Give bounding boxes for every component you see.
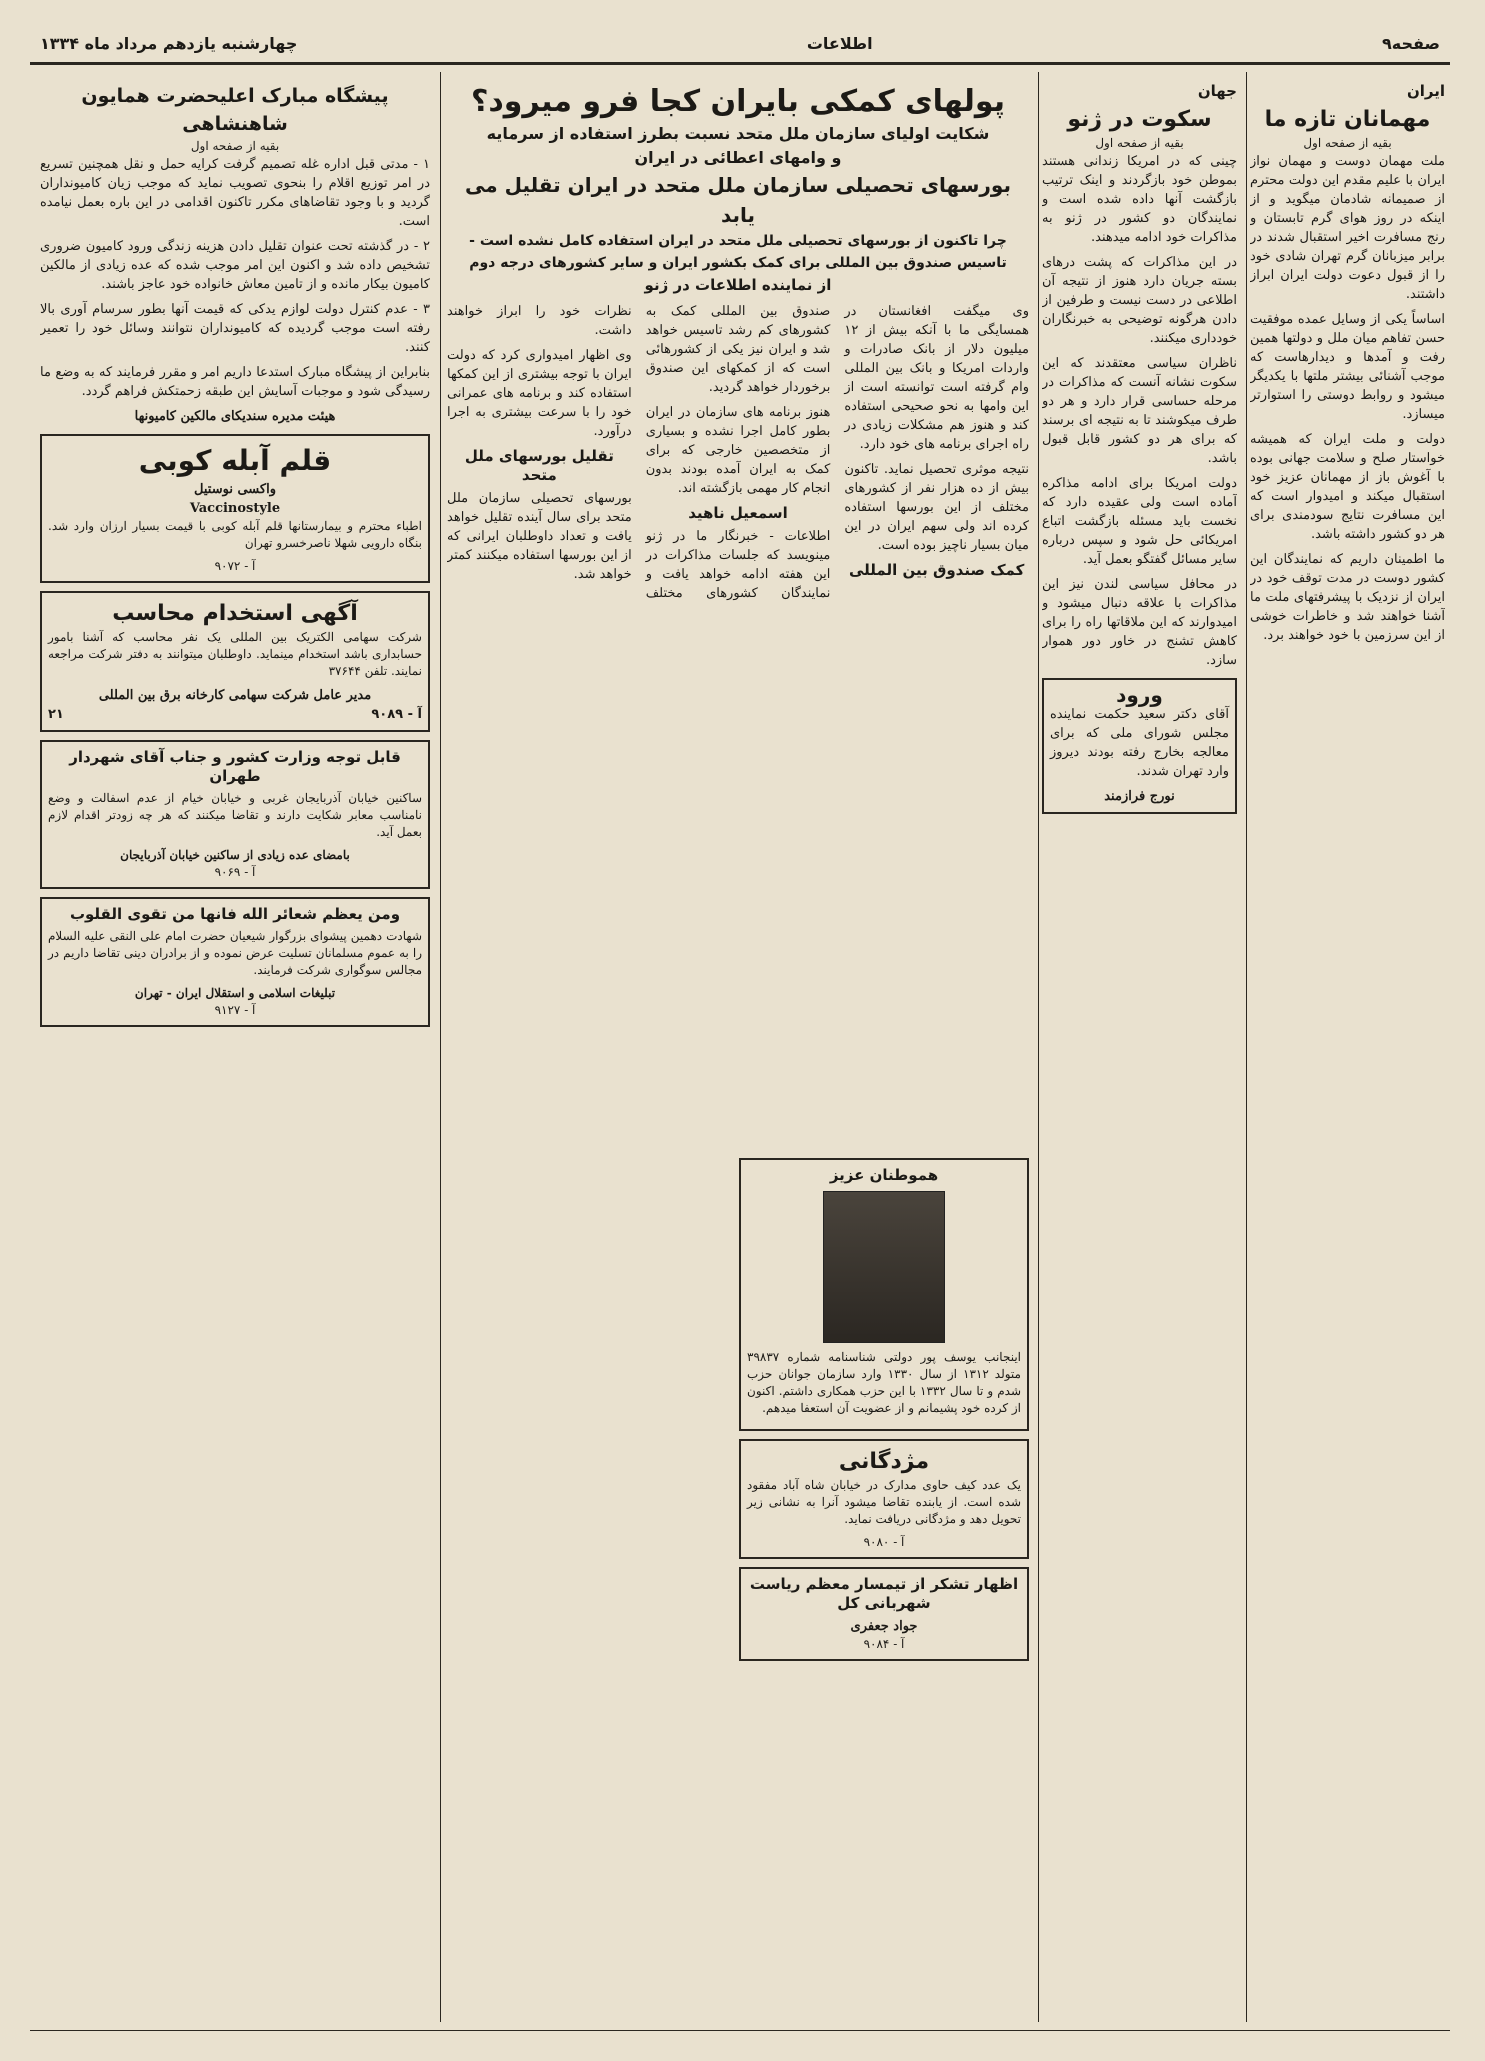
ad-code: آ - ۹۰۷۲ <box>214 559 256 573</box>
paragraph: ملت مهمان دوست و مهمان نواز ایران با علیم مقدم این دولت محترم از صمیمانه شادمان میگوید و از اینکه در روز هوای گرم تابستان و رنج مسافرت اخیر استقبال شدند در برابر میزبانان گرم تهران شادی خود را از قبول دعوت دولت ایران ابراز داشتند. <box>1250 154 1445 302</box>
subheadline: و وامهای اعطائی در ایران <box>634 148 842 167</box>
ad-text: شهادت دهمین پیشوای بزرگوار شیعیان حضرت امام علی النقی علیه السلام را به عموم مسلمانان تسلیت عرض نموده و از برادران دینی تقاضا داریم در مجالس سوگواری شرکت فرمایند. <box>48 929 423 977</box>
signature: جواد جعفری <box>850 1619 918 1634</box>
religious-ad <box>40 897 430 1027</box>
issue-date: چهارشنبه یازدهم مرداد ماه ۱۳۳۴ <box>40 33 298 53</box>
ad-signature: تبلیغات اسلامی و استقلال ایران - تهران <box>134 986 336 1000</box>
main-headline: پولهای کمکی بایران کجا فرو میرود؟ <box>470 84 1006 119</box>
ad-title: قلم آبله کوبی <box>138 444 332 477</box>
column-world <box>1042 82 1237 2022</box>
ad-subtitle: واکسی نوستیل <box>194 482 276 497</box>
reward-box <box>739 1439 1029 1559</box>
paragraph: وی میگفت افغانستان در همسایگی ما با آنکه بیش از ۱۲ میلیون دلار از بانک صادرات و واردات امریکا و بانک بین المللی وام گرفته است توانسته است از این وامها به نحو صحیحی استفاده کند و هنوز هم مشکلات زیادی در راه اجرای برنامه های خود دارد. <box>844 304 1029 452</box>
ad-code: آ - ۹۰۸۰ <box>863 1535 905 1549</box>
intro-text: چرا تاکنون از بورسهای تحصیلی ملل متحد در ایران استفاده کامل نشده است - تاسیس صندوق بین المللی برای کمک بکشور ایران و سایر کشورهای درجه دوم <box>469 233 1007 271</box>
continued-label: بقیه از صفحه اول <box>1303 136 1392 150</box>
ad-text: اینجانب یوسف پور دولتی شناسنامه شماره ۳۹۸۳۷ متولد ۱۳۱۲ از سال ۱۳۳۰ وارد سازمان جوانان حزب شدم و تا سال ۱۳۳۲ با این حزب همکاری داشتم. اکنون از کرده خود پشیمانم و از عضویت آن استعفا میدهم. <box>747 1350 1021 1415</box>
col-rule-2 <box>1038 72 1039 2022</box>
masthead <box>40 30 1440 56</box>
paragraph: بنابراین از پیشگاه مبارک استدعا داریم امر و مقرر فرمایند که به وضع ما رسیدگی شود و موجبات آسایش این طبقه زحمتکش فراهم گردد. <box>40 365 430 399</box>
paragraph: دولت امریکا برای ادامه مذاکره آماده است ولی عقیده دارد که نخست باید مسئله بازگشت اتباع امریکائی حل شود و سپس درباره سایر مسائل گفتگو بعمل آید. <box>1042 476 1237 567</box>
box-text: آقای دکتر سعید حکمت نماینده مجلس شورای ملی که برای معالجه بخارج رفته بودند دیروز وارد تهران شدند. <box>1050 707 1229 779</box>
continued-label: بقیه از صفحه اول <box>1095 136 1184 150</box>
paragraph: اطلاعات - خبرنگار ما در ژنو مینویسد که جلسات مذاکرات در این هفته ادامه خواهد یافت و نمایندگان کشورهای مختلف نظرات خود را ابراز خواهند داشت. <box>447 304 831 601</box>
section-label: جهان <box>1197 82 1237 100</box>
column-iran <box>1250 82 1445 2022</box>
paragraph: نتیجه موثری تحصیل نماید. تاکنون بیش از ده هزار نفر از کشورهای مختلف از این بورسها استفاده کرده اند ولی سهم ایران در این میان بسیار ناچیز بوده است. <box>844 462 1029 553</box>
byline: از نماینده اطلاعات در ژنو <box>644 276 832 294</box>
column-center <box>447 82 1029 1132</box>
ad-title: هموطنان عزیز <box>829 1166 939 1184</box>
subheadline: شکایت اولیای سازمان ملل متحد نسبت بطرز استفاده از سرمایه <box>486 124 990 143</box>
continued-label: بقیه از صفحه اول <box>190 139 280 153</box>
ad-title: مژدگانی <box>838 1449 930 1474</box>
paragraph: در این مذاکرات که پشت درهای بسته جریان دارد هنوز از نتیجه آن اطلاعی در دست نیست و طرفین از دادن هرگونه توضیحی به خبرنگاران خودداری میکنند. <box>1042 255 1237 346</box>
ad-title: آگهی استخدام محاسب <box>112 601 358 626</box>
ad-code: آ - ۹۰۸۹ <box>371 707 422 722</box>
ad-number: ۲۱ <box>48 707 64 722</box>
paragraph: وی اظهار امیدواری کرد که دولت ایران با توجه بیشتری از این کمکها استفاده کند و برنامه های عمرانی خود را با سرعت بیشتری به اجرا درآورد. <box>447 348 632 439</box>
subheadline: بورسهای تحصیلی سازمان ملل متحد در ایران تقلیل می یابد <box>465 173 1011 227</box>
top-rule <box>30 62 1450 65</box>
paragraph: بورسهای تحصیلی سازمان ملل متحد برای سال آینده تقلیل خواهد یافت و تعداد داوطلبان ایرانی که از این بورسها استفاده میکنند کمتر خواهد شد. <box>447 491 632 582</box>
statement-box <box>739 1158 1029 1431</box>
ad-title: ومن یعظم شعائر الله فانها من تقوی القلوب <box>69 905 401 923</box>
column-mid-lower <box>739 1150 1029 2020</box>
paragraph: هنوز برنامه های سازمان در ایران بطور کامل اجرا نشده و بسیاری از متخصصین خارجی که برای کمک به ایران آمده بودند بدون انجام کار مهمی بازگشته اند. <box>645 405 831 496</box>
paragraph: ۳ - عدم کنترل دولت لوازم یدکی که قیمت آنها بطور سرسام آوری بالا رفته است موجب گردیده که کامیونداران نتوانند وسائل خود را تعمیر کنند. <box>40 302 430 355</box>
ad-signature: مدیر عامل شرکت سهامی کارخانه برق بین المللی <box>98 688 372 703</box>
ad-brand: Vaccinostyle <box>189 501 281 516</box>
paragraph: چینی که در امریکا زندانی هستند بموطن خود بازگردند و اینک ترتیب بازگشت آنها داده شده است و نمایندگان دو کشور در ژنو به مذاکرات خود ادامه میدهند. <box>1042 154 1237 245</box>
ad-code: آ - ۹۰۸۴ <box>863 1637 905 1651</box>
thanks-box <box>739 1567 1029 1661</box>
article-title: سکوت در ژنو <box>1067 107 1212 132</box>
article-title: مهمانان تازه ما <box>1264 107 1431 132</box>
bottom-rule <box>30 2030 1450 2031</box>
paragraph: ۱ - مدتی قبل اداره غله تصمیم گرفت کرایه حمل و نقل همچنین تسریع در امر توزیع اقلام را بنحوی تصویب نماید که موجب زیان کامیونداران گردید و با وجود تقاضاهای مکرر تاکنون اقدامی در این باره بعمل نیامده است. <box>40 157 430 229</box>
box-title: اسمعیل ناهید <box>688 504 788 522</box>
paragraph: ما اطمینان داریم که نمایندگان این کشور دوست در مدت توقف خود در ایران از نزدیک با پیشرفتهای ملت ما آشنا خواهند شد و خاطرات خوشی از این سرزمین با خود خواهند برد. <box>1250 552 1445 643</box>
col-rule-3 <box>440 72 441 2022</box>
page-number: صفحه۹ <box>1382 33 1440 53</box>
ad-text: ساکنین خیابان آذربایجان غربی و خیابان خیام از عدم اسفالت و وضع نامناسب معابر شکایت دارند و تقاضا میکنند که هر چه زودتر اقدام لازم بعمل آید. <box>48 791 422 839</box>
portrait-photo <box>823 1191 945 1343</box>
municipal-ad <box>40 740 430 889</box>
section-label: ایران <box>1406 82 1445 100</box>
ad-code: آ - ۹۱۲۷ <box>214 1003 256 1017</box>
paragraph: دولت و ملت ایران که همیشه خواستار صلح و سلامت جهانی بوده با آغوش باز از مهمانان عزیز خود استقبال میکند و امیدوار است که این مسافرت نتایج سودمندی برای هر دو کشور داشته باشد. <box>1250 432 1445 542</box>
vaccine-ad <box>40 434 430 583</box>
ad-title: قابل توجه وزارت کشور و جناب آقای شهردار طهران <box>69 748 401 785</box>
ad-text: اطباء محترم و بیمارستانها قلم آبله کوبی با قیمت بسیار ارزان وارد شد. بنگاه دارویی شهلا ناصرخسرو تهران <box>48 519 422 550</box>
ad-title: اظهار تشکر از تیمسار معظم ریاست شهربانی کل <box>749 1575 1019 1612</box>
ad-text: یک عدد کیف حاوی مدارک در خیابان شاه آباد مفقود شده است. از یابنده تقاضا میشود آنرا به نشانی زیر تحویل دهد و مژدگانی دریافت نماید. <box>747 1478 1021 1526</box>
arrival-box <box>1042 678 1237 814</box>
ad-text: شرکت سهامی الکتریک بین المللی یک نفر محاسب که آشنا بامور حسابداری باشد استخدام مینماید. داوطلبان میتوانند به دفتر شرکت مراجعه نمایند. تلفن ۳۷۶۴۴ <box>48 630 422 678</box>
box-title: تقلیل بورسهای ملل متحد <box>464 447 614 484</box>
paragraph: ناظران سیاسی معتقدند که این سکوت نشانه آنست که مذاکرات در مرحله حساسی قرار دارد و هر دو طرف میکوشند تا به نتیجه ای برسند که برای هر دو کشور قابل قبول باشد. <box>1042 356 1237 466</box>
box-title: ورود <box>1116 683 1163 707</box>
paper-name: اطلاعات <box>806 33 873 53</box>
paragraph: در محافل سیاسی لندن نیز این مذاکرات با علاقه دنبال میشود و امیدوارند که این ملاقاتها راه را برای کاهش تشنج در خاور دور هموار سازد. <box>1042 577 1237 668</box>
box-title: کمک صندوق بین المللی <box>849 561 1025 579</box>
ad-code: آ - ۹۰۶۹ <box>214 865 256 879</box>
ad-signature: بامضای عده زیادی از ساکنین خیابان آذربایجان <box>120 848 350 862</box>
signature: هیئت مدیره سندیکای مالکین کامیونها <box>134 409 336 424</box>
hiring-ad <box>40 591 430 732</box>
column-left <box>40 82 430 2022</box>
signature: نورج فرازمند <box>1104 789 1175 804</box>
paragraph: اساساً یکی از وسایل عمده موفقیت حسن تفاهم میان ملل و دولتها همین رفت و آمدها و دیدارهاست که موجب آشنائی بیشتر ملتها با یکدیگر میشود و روابط دوستی را استوارتر میسازد. <box>1250 312 1445 422</box>
petition-headline: پیشگاه مبارک اعلیحضرت همایون شاهنشاهی <box>81 85 389 135</box>
paragraph: ۲ - در گذشته تحت عنوان تقلیل دادن هزینه زندگی ورود کامیون ضروری تشخیص داده شد و اکنون این امر موجب شده که عده زیادی از مالکین کامیون بیکار مانده و از تامین معاش خانواده خود عاجز باشند. <box>40 239 430 292</box>
col-rule-1 <box>1246 72 1247 2022</box>
paragraph: صندوق بین المللی کمک به کشورهای کم رشد تاسیس خواهد شد و ایران نیز یکی از کشورهائی است که از کمکهای این صندوق برخوردار خواهد گردید. <box>645 304 831 395</box>
